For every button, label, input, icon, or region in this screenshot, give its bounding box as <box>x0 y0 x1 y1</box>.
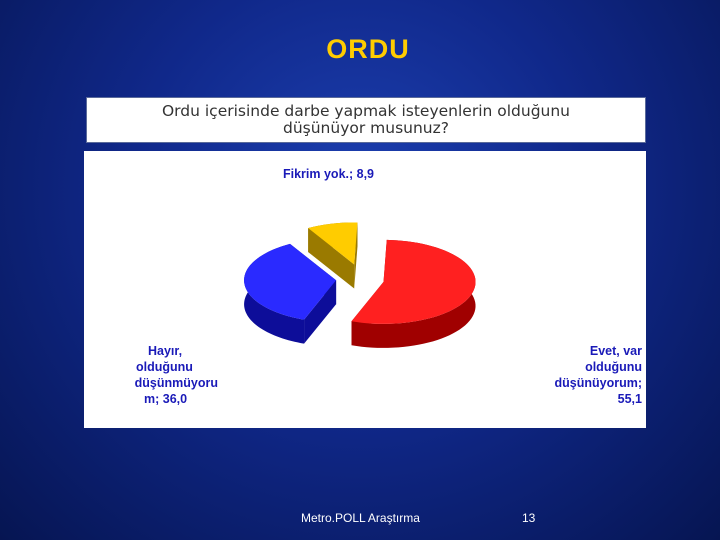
label-yes-line-1: Evet, var <box>589 344 642 358</box>
label-no-line-4: m; 36,0 <box>144 392 188 406</box>
leader-line-1 <box>168 311 218 333</box>
label-yes-line-2: olduğunu <box>585 360 642 374</box>
label-no-line-1: Hayır, <box>148 344 183 358</box>
pie-chart-panel <box>84 151 646 428</box>
page-number: 13 <box>522 511 536 525</box>
label-yes <box>530 343 642 407</box>
label-yes-line-4: 55,1 <box>617 392 642 406</box>
question-line-1: Ordu içerisinde darbe yapmak isteyenlerin olduğunu <box>161 102 571 120</box>
leader-line-0 <box>314 181 340 219</box>
label-idk <box>283 166 374 182</box>
label-no-line-2: olduğunu <box>136 360 193 374</box>
label-yes-line-3: düşünüyorum; <box>554 376 642 390</box>
label-idk-line-1: Fikrim yok.; 8,9 <box>283 167 375 181</box>
slide-title: ORDU <box>326 34 410 64</box>
footer-source: Metro.POLL Araştırma <box>301 511 420 525</box>
leader-line-2 <box>506 317 562 339</box>
question-box <box>86 97 646 143</box>
label-no <box>114 343 218 407</box>
question-line-2: düşünüyor musunuz? <box>283 119 449 137</box>
label-no-line-3: düşünmüyoru <box>134 376 218 390</box>
